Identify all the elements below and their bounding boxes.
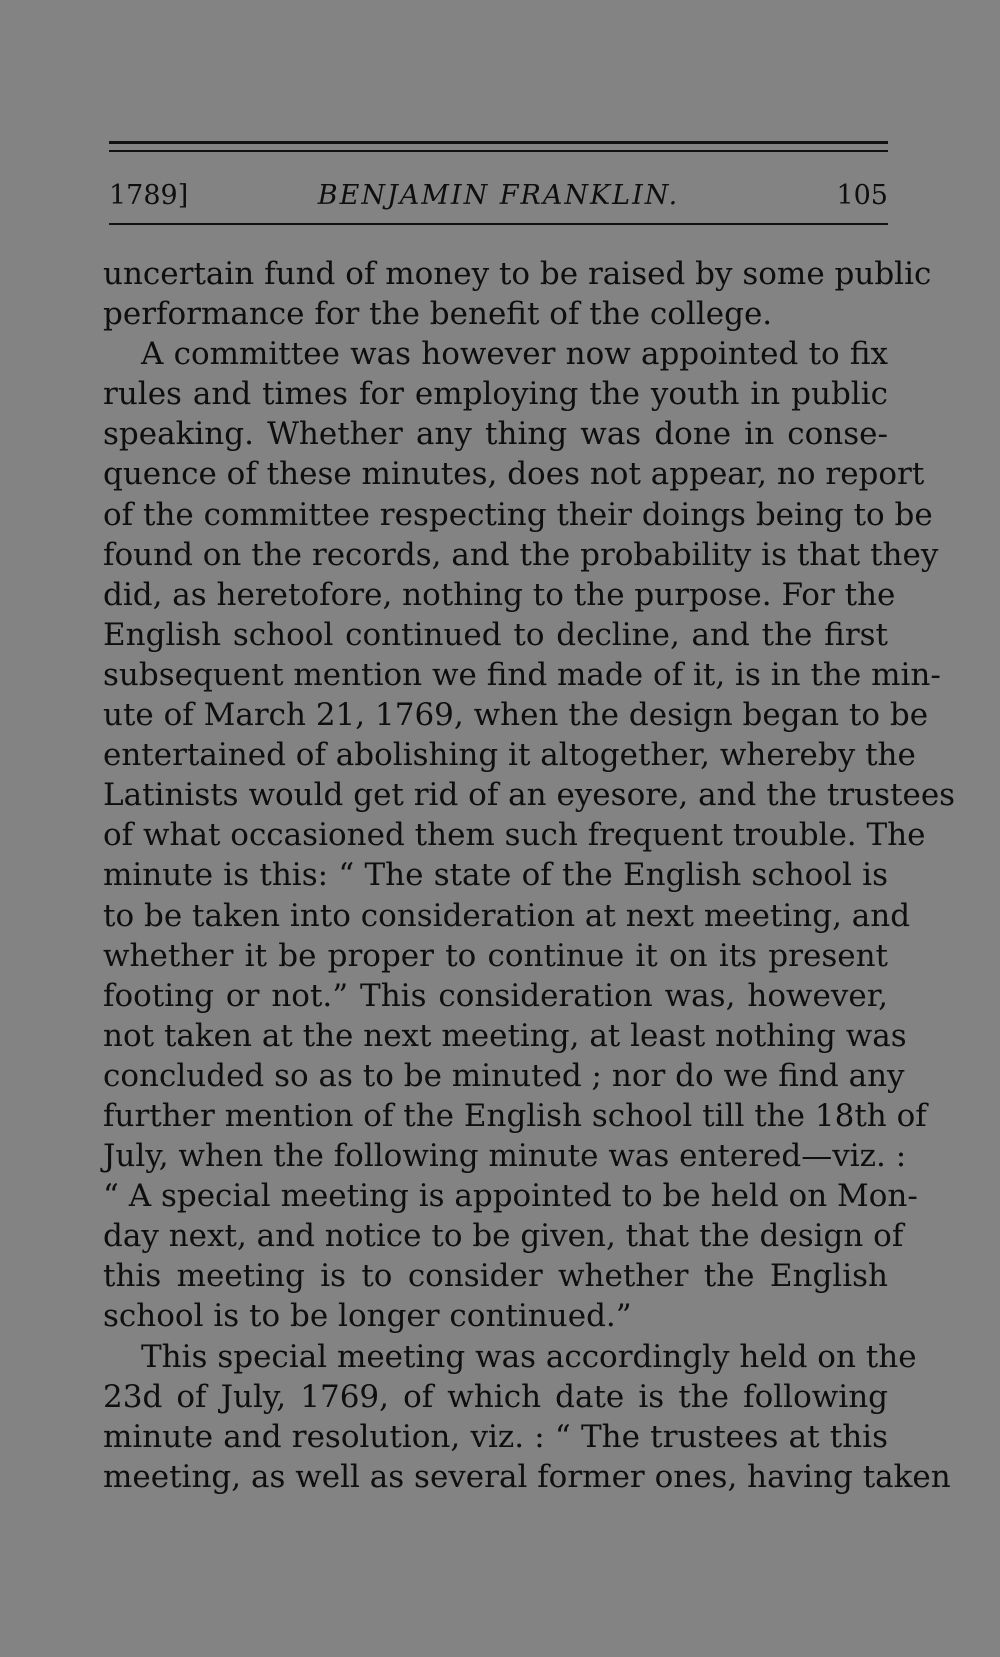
page-number: 105 <box>836 180 888 211</box>
text-line: day next, and notice to be given, that the design of <box>103 1218 904 1255</box>
text-line: footing or not.” This consideration was, however, <box>103 977 888 1014</box>
paragraph <box>103 1337 951 1497</box>
text-line: school is to be longer continued.” <box>103 1298 632 1335</box>
text-line: found on the records, and the probability is that they <box>103 536 939 573</box>
text-line: meeting, as well as several former ones, having taken <box>103 1458 951 1495</box>
text-line: speaking. Whether any thing was done in conse- <box>103 416 888 453</box>
text-line: 23d of July, 1769, of which date is the following <box>103 1378 888 1415</box>
top-double-rule-inner <box>109 150 888 152</box>
text-line: concluded so as to be minuted ; nor do we find any <box>103 1057 905 1094</box>
text-line: entertained of abolishing it altogether, whereby the <box>103 737 916 774</box>
text-line: rules and times for employing the youth in public <box>103 376 888 413</box>
running-head-title: BENJAMIN FRANKLIN. <box>317 180 680 211</box>
text-line: “ A special meeting is appointed to be held on Mon- <box>103 1178 918 1215</box>
text-line: ute of March 21, 1769, when the design began to be <box>103 697 929 734</box>
text-line: quence of these minutes, does not appear, no report <box>103 456 925 493</box>
text-line: minute and resolution, viz. : “ The trustees at this <box>103 1418 888 1455</box>
text-line: this meeting is to consider whether the English <box>103 1258 888 1295</box>
text-line: did, as heretofore, nothing to the purpose. For the <box>103 576 896 613</box>
text-line: performance for the benefit of the college. <box>103 296 773 333</box>
text-line: minute is this: “ The state of the English school is <box>103 857 888 894</box>
header-rule <box>109 223 888 225</box>
text-line: not taken at the next meeting, at least nothing was <box>103 1017 907 1054</box>
text-line: further mention of the English school till the 18th of <box>103 1097 927 1134</box>
top-double-rule-outer <box>109 141 888 144</box>
text-line: This special meeting was accordingly held on the <box>141 1338 917 1375</box>
running-head <box>109 178 888 214</box>
paragraph <box>103 254 932 334</box>
text-line: uncertain fund of money to be raised by some public <box>103 256 932 292</box>
text-line: July, when the following minute was entered—viz. : <box>103 1138 907 1175</box>
text-line: to be taken into consideration at next meeting, and <box>103 897 911 934</box>
text-line: subsequent mention we find made of it, is in the min- <box>103 656 941 693</box>
running-head-year: 1789] <box>109 180 189 211</box>
body-text <box>103 254 956 1497</box>
text-line: Latinists would get rid of an eyesore, and the trustees <box>103 777 956 814</box>
text-line: of what occasioned them such frequent trouble. The <box>103 817 926 854</box>
text-line: English school continued to decline, and the first <box>103 616 888 653</box>
text-line: of the committee respecting their doings being to be <box>103 496 933 533</box>
text-line: whether it be proper to continue it on its present <box>103 937 888 974</box>
paragraph <box>103 334 956 1336</box>
text-line: A committee was however now appointed to fix <box>141 336 888 373</box>
